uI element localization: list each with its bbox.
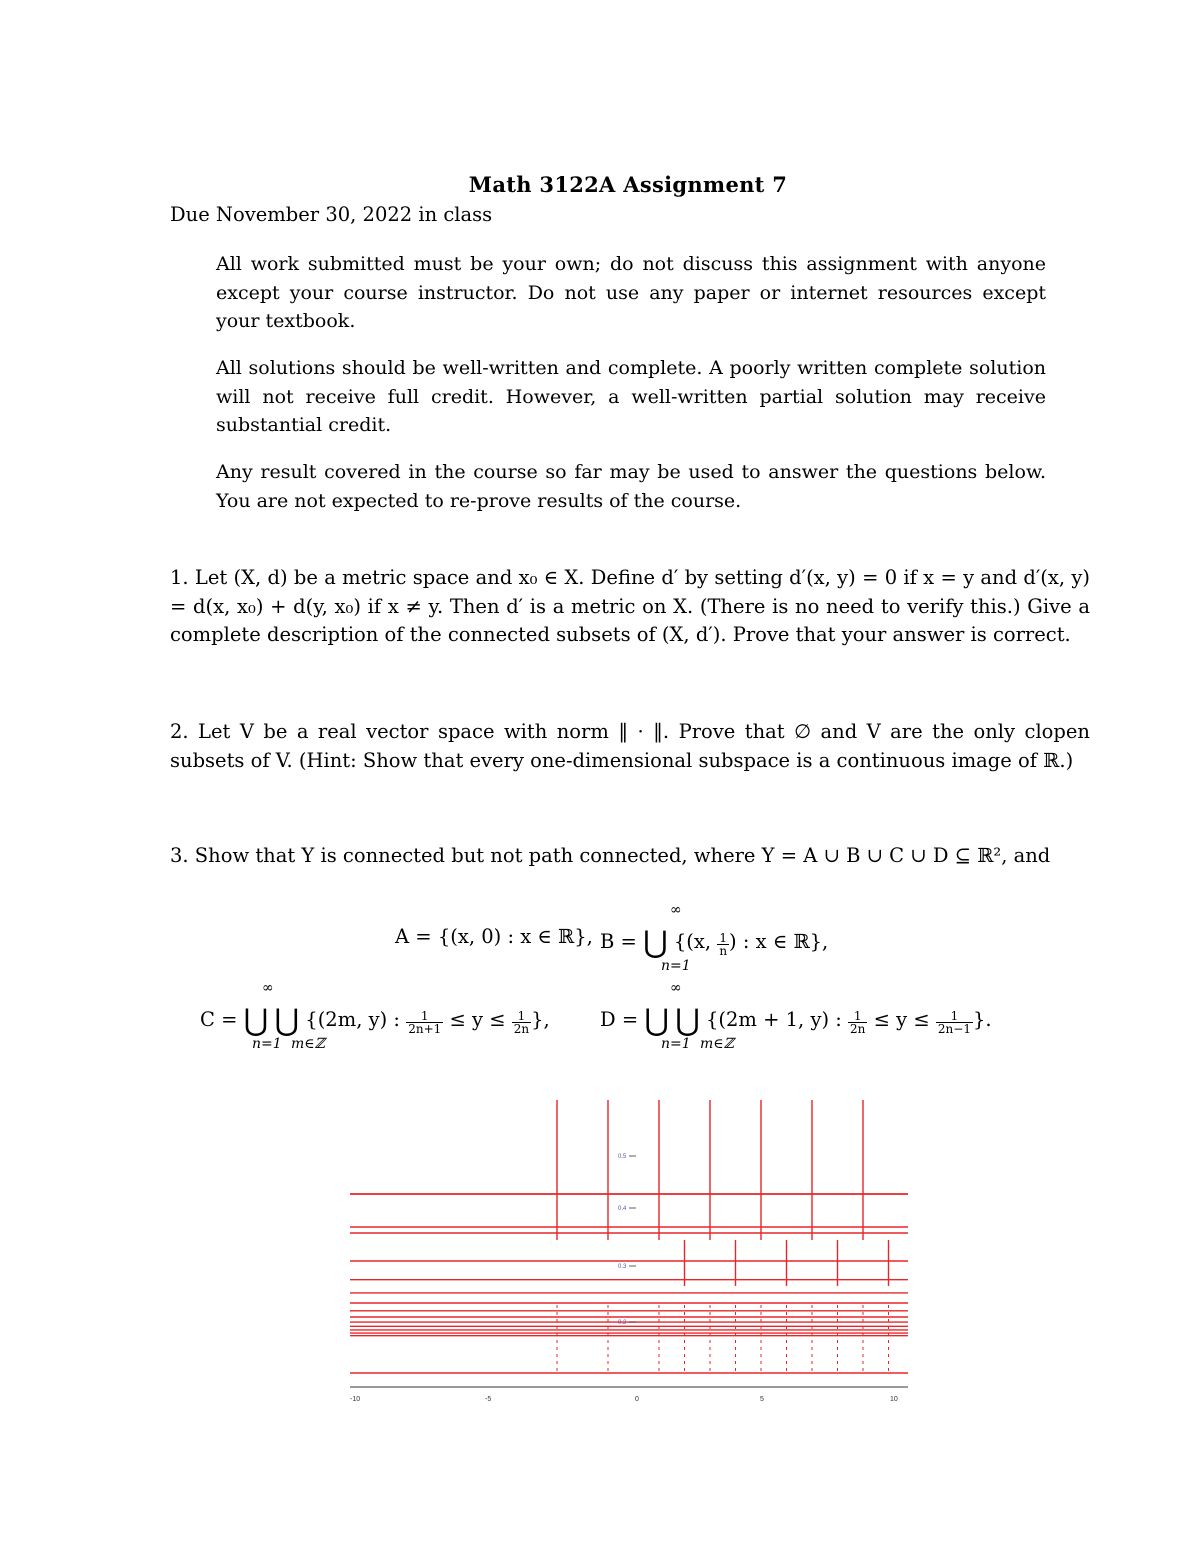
instruction-paragraph-2: All solutions should be well-written and complete. A poorly written complete solution will not receive full credit. However, a well-written partial solution may receive substantial credit. (216, 357, 1046, 436)
y-tick-label-3: 0.2 (618, 1320, 627, 1326)
union-upper-limit-d: ∞ (670, 980, 682, 996)
union-lower-limit-b: n=1 (661, 958, 691, 974)
fraction-1-over-2n-plus-1: $\frac{1}{2n+1}$ (408, 1009, 442, 1036)
equation-c: C = ⋃ ⋃ {(2m, y) : $\frac{1}{2n+1}$ ≤ y ≤ $\frac{1}{2n}$ }, (200, 1003, 550, 1038)
equation-b-end: ) : x ∈ ℝ}, (729, 930, 829, 953)
equation-a (395, 925, 593, 948)
equation-b-set: {(x, (673, 930, 718, 953)
set-y-figure (340, 1090, 920, 1410)
fraction-1-over-2n-minus-1: $\frac{1}{2n-1}$ (937, 1009, 971, 1036)
union-upper-limit-c: ∞ (262, 980, 274, 996)
problem-1: 1. Let (X, d) be a metric space and x₀ ∈ X. Define d′ by setting d′(x, y) = 0 if x = y and d′(x, y) = d(x, x₀) + d(y, x₀) if x ≠ y. Then d′ is a metric on X. (There is no need to verify this.) Give a complete description of the connected subsets of (X, d′). Prove that your answer is correct. (170, 566, 1090, 646)
big-union-symbol: ⋃ (643, 925, 668, 960)
union-upper-limit-b: ∞ (670, 902, 682, 918)
union-lower-limit-d: n=1 (661, 1036, 691, 1052)
y-tick-label-0: 0.5 (618, 1154, 627, 1160)
equation-d-lhs: D = (600, 1008, 639, 1031)
problem-2: 2. Let V be a real vector space with norm ‖ · ‖. Prove that ∅ and V are the only clopen subsets of V. (Hint: Show that every one-dimensional subspace is a continuous image of ℝ.) (170, 720, 1090, 772)
x-tick-label-1: -5 (485, 1396, 492, 1403)
union-lower-limit-c: n=1 (252, 1036, 282, 1052)
y-tick-label-2: 0.3 (618, 1264, 627, 1270)
union-index-d: m∈ℤ (700, 1036, 734, 1052)
equation-c-lhs: C = (200, 1008, 238, 1031)
equation-a-text: A = {(x, 0) : x ∈ ℝ}, (395, 925, 593, 948)
equation-d: D = ⋃ ⋃ {(2m + 1, y) : $\frac{1}{2n}$ ≤ y ≤ $\frac{1}{2n-1}$ }. (600, 1003, 992, 1038)
page-title: Math 3122A Assignment 7 (468, 172, 788, 197)
fraction-1-over-n: $\frac{1}{n}$ (719, 931, 728, 958)
x-tick-label-0: -10 (350, 1396, 361, 1403)
instruction-paragraph-1: All work submitted must be your own; do not discuss this assignment with anyone except your course instructor. Do not use any paper or internet resources except your textbook. (216, 253, 1046, 332)
due-date: Due November 30, 2022 in class (170, 203, 493, 226)
equation-c-set: {(2m, y) : (305, 1008, 400, 1031)
instruction-paragraph-3: Any result covered in the course so far may be used to answer the questions below. You are not expected to re-prove results of the course. (216, 461, 1046, 512)
y-tick-label-1: 0.4 (618, 1206, 627, 1212)
x-tick-label-2: 0 (635, 1396, 639, 1403)
fraction-1-over-2n: $\frac{1}{2n}$ (513, 1009, 530, 1036)
union-index-c: m∈ℤ (291, 1036, 325, 1052)
problem-3: 3. Show that Y is connected but not path connected, where Y = A ∪ B ∪ C ∪ D ⊆ ℝ², and (170, 844, 1051, 867)
equation-b (600, 925, 828, 960)
equation-b-lhs: B = (600, 930, 637, 953)
x-tick-label-4: 10 (890, 1396, 898, 1403)
equation-d-set: {(2m + 1, y) : (706, 1008, 842, 1031)
x-tick-label-3: 5 (760, 1396, 764, 1403)
